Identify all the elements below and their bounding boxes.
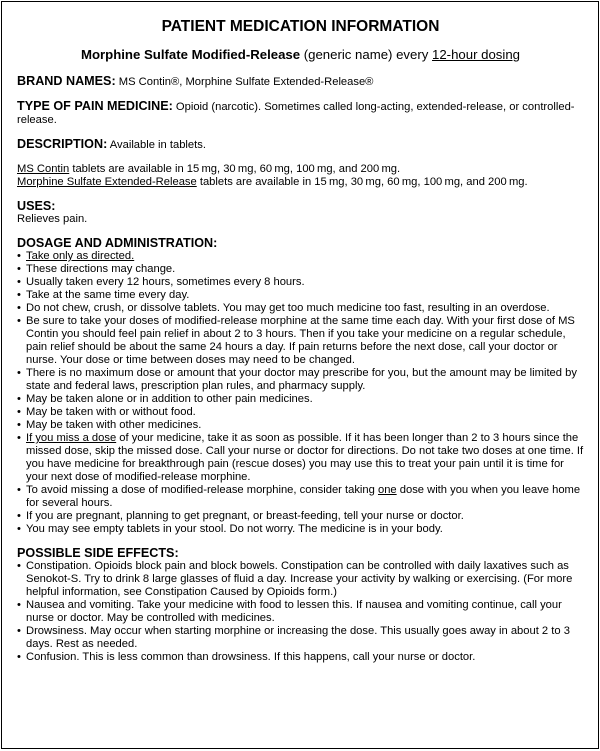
list-item <box>17 302 584 315</box>
extended-release-text: tablets are available in 15 mg, 30 mg, 60 mg, 100 mg, and 200 mg. <box>196 176 528 188</box>
list-item <box>17 419 584 432</box>
bullet: • <box>17 393 21 405</box>
side-effect-text: Constipation. Opioids block pain and block bowels. Constipation can be controlled with daily laxatives such as Senokot-S. Try to drink 8 large glasses of fluid a day. Increase your activity by walking or exercising. (For more helpful information, see Constipation Caused by Opioids form.) <box>26 560 573 598</box>
list-item <box>17 484 584 510</box>
dosage-item-text: dose with you when you leave home for several hours. <box>26 484 581 509</box>
dosage-item-text: Be sure to take your doses of modified-release morphine at the same time each day. With your first dose of MS Contin you should feel pain relief in about 2 to 3 hours. Then if you take your medicine on a regular schedule, pain relief should be about the same 24 hours a day. If pain returns before the next dose, call your doctor or nurse. Your dose or time between doses may need to be changed. <box>26 315 575 366</box>
dosage-item-text: Take at the same time every day. <box>26 289 190 301</box>
missed-dose-label: If you miss a dose <box>26 432 117 444</box>
list-item <box>17 599 584 625</box>
brand-names-label: BRAND NAMES: <box>17 74 116 88</box>
pain-medicine-type-label: TYPE OF PAIN MEDICINE: <box>17 99 173 113</box>
uses-section <box>17 200 584 226</box>
side-effect-text: Drowsiness. May occur when starting morphine or increasing the dose. This usually goes away in about 2 to 3 days. Rest as needed. <box>26 625 570 650</box>
list-item <box>17 289 584 302</box>
extended-release-name: Morphine Sulfate Extended-Release <box>17 176 197 188</box>
dosing-interval: 12-hour dosing <box>432 47 520 62</box>
extended-release-strengths <box>17 176 584 189</box>
dosage-section <box>17 237 584 536</box>
bullet: • <box>17 432 21 444</box>
dosage-item-text: May be taken with or without food. <box>26 406 196 418</box>
bullet: • <box>17 302 21 314</box>
pain-medicine-type-text: Opioid (narcotic). Sometimes called long-acting, extended-release, or controlled-release. <box>17 101 575 126</box>
subtitle <box>17 47 584 63</box>
side-effect-text: Confusion. This is less common than drowsiness. If this happens, call your nurse or doctor. <box>26 651 476 663</box>
uses-text: Relieves pain. <box>17 213 88 225</box>
list-item <box>17 560 584 599</box>
brand-names-text: MS Contin®, Morphine Sulfate Extended-Release® <box>115 76 374 88</box>
bullet: • <box>17 523 21 535</box>
list-item <box>17 250 584 263</box>
dosage-item-text: May be taken alone or in addition to other pain medicines. <box>26 393 313 405</box>
side-effects-section <box>17 547 584 664</box>
side-effects-list <box>17 560 584 664</box>
list-item <box>17 263 584 276</box>
brand-names-section <box>17 75 584 89</box>
dosage-list <box>17 250 584 536</box>
bullet: • <box>17 484 21 496</box>
bullet: • <box>17 263 21 275</box>
dosage-item-text: Usually taken every 12 hours, sometimes every 8 hours. <box>26 276 305 288</box>
drug-name: Morphine Sulfate Modified-Release <box>80 47 301 62</box>
dosage-item-text: Do not chew, crush, or dissolve tablets. You may get too much medicine too fast, resulting in an overdose. <box>26 302 550 314</box>
list-item <box>17 406 584 419</box>
dosage-item-text: There is no maximum dose or amount that your doctor may prescribe for you, but the amount may be limited by state and federal laws, prescription plan rules, and pharmacy supply. <box>26 367 577 392</box>
list-item <box>17 315 584 367</box>
dosage-item-text: May be taken with other medicines. <box>26 419 202 431</box>
generic-note: (generic name) every <box>300 47 433 62</box>
tablet-strengths-section <box>17 163 584 189</box>
pain-medicine-type-section <box>17 100 584 127</box>
bullet: • <box>17 651 21 663</box>
bullet: • <box>17 250 21 262</box>
bullet: • <box>17 560 21 572</box>
list-item <box>17 367 584 393</box>
list-item <box>17 393 584 406</box>
dosage-label: DOSAGE AND ADMINISTRATION: <box>17 236 218 250</box>
dosage-item-text: If you are pregnant, planning to get pregnant, or breast-feeding, tell your nurse or doctor. <box>26 510 464 522</box>
dosage-item-text: You may see empty tablets in your stool. Do not worry. The medicine is in your body. <box>26 523 443 535</box>
list-item <box>17 510 584 523</box>
side-effect-text: Nausea and vomiting. Take your medicine with food to lessen this. If nausea and vomiting continue, call your nurse or doctor. May be controlled with medicines. <box>26 599 562 624</box>
bullet: • <box>17 367 21 379</box>
list-item <box>17 432 584 484</box>
bullet: • <box>17 510 21 522</box>
dosage-item-text: These directions may change. <box>26 263 176 275</box>
one-dose-emphasis: one <box>377 484 397 496</box>
page-title: PATIENT MEDICATION INFORMATION <box>161 18 440 35</box>
dosage-item-text: Take only as directed. <box>26 250 135 262</box>
bullet: • <box>17 289 21 301</box>
uses-label: USES: <box>17 199 56 213</box>
list-item <box>17 625 584 651</box>
ms-contin-strengths <box>17 163 584 176</box>
dosage-item-text: To avoid missing a dose of modified-release morphine, consider taking <box>26 484 378 496</box>
ms-contin-name: MS Contin <box>17 163 70 175</box>
ms-contin-text: tablets are available in 15 mg, 30 mg, 60 mg, 100 mg, and 200 mg. <box>69 163 401 175</box>
bullet: • <box>17 276 21 288</box>
list-item <box>17 276 584 289</box>
bullet: • <box>17 599 21 611</box>
dosage-item-text: of your medicine, take it as soon as possible. If it has been longer than 2 to 3 hours since the missed dose, skip the missed dose. Call your nurse or doctor for directions. Do not take two doses at one time. If you have medicine for breakthrough pain (rescue doses) you may use this to treat your pain until it is time for your next dose of modified-release morphine. <box>26 432 584 483</box>
description-label: DESCRIPTION: <box>17 137 108 151</box>
side-effects-label: POSSIBLE SIDE EFFECTS: <box>17 546 179 560</box>
bullet: • <box>17 406 21 418</box>
medication-info-sheet <box>1 1 599 749</box>
description-section <box>17 138 584 152</box>
list-item <box>17 523 584 536</box>
bullet: • <box>17 625 21 637</box>
bullet: • <box>17 315 21 327</box>
list-item <box>17 651 584 664</box>
description-text: Available in tablets. <box>107 139 206 151</box>
bullet: • <box>17 419 21 431</box>
